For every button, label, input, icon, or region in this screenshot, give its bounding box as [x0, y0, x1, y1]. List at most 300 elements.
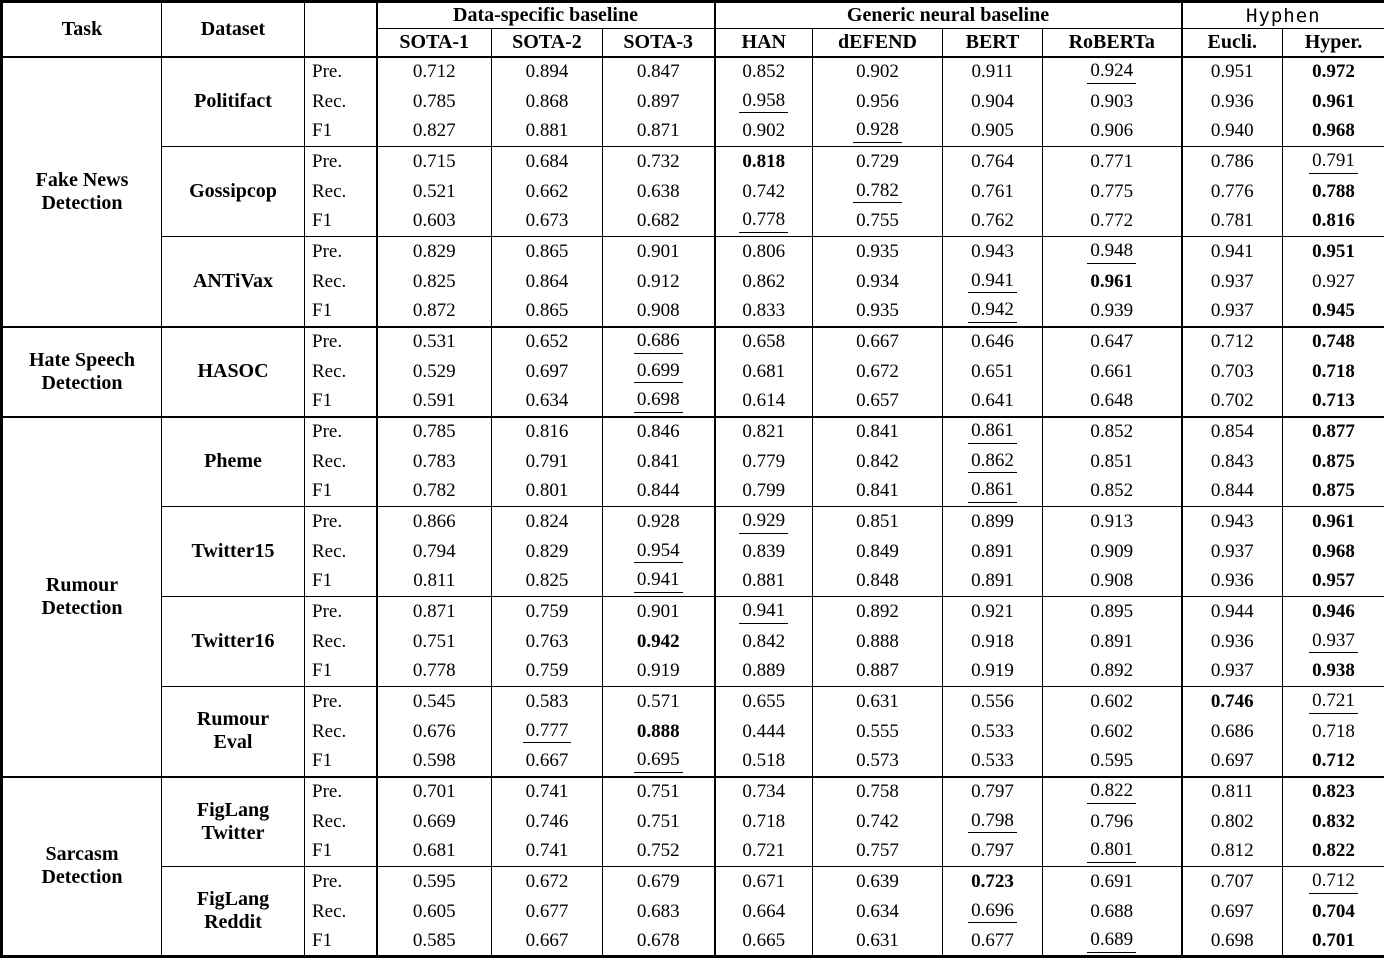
value-text: 0.842: [856, 451, 899, 472]
value-cell: [1283, 387, 1384, 417]
value-text: 0.796: [1090, 811, 1133, 832]
value-text: 0.852: [1090, 480, 1133, 501]
value-cell: [813, 327, 943, 357]
value-cell: [1182, 417, 1283, 447]
value-text: 0.918: [971, 631, 1014, 652]
value-cell: [603, 477, 715, 507]
value-text: 0.919: [637, 660, 680, 681]
metric-cell: Rec.: [305, 267, 377, 297]
value-text: 0.862: [742, 271, 785, 292]
value-cell: [813, 357, 943, 387]
value-text: 0.936: [1211, 631, 1254, 652]
value-cell: [715, 117, 813, 147]
value-text: 0.951: [1312, 241, 1355, 262]
value-text: 0.657: [856, 390, 899, 411]
value-text: 0.732: [637, 151, 680, 172]
value-cell: [1043, 687, 1182, 717]
value-text: 0.677: [526, 901, 569, 922]
value-cell: [943, 597, 1043, 627]
value-cell: [715, 267, 813, 297]
value-text: 0.757: [856, 840, 899, 861]
value-cell: [813, 147, 943, 177]
value-cell: [603, 87, 715, 117]
column-header-dataset: Dataset: [162, 2, 305, 57]
value-cell: [943, 867, 1043, 897]
value-text: 0.686: [634, 331, 683, 354]
metric-cell: Rec.: [305, 717, 377, 747]
table-row: [2, 687, 1384, 717]
value-text: 0.908: [1090, 570, 1133, 591]
value-text: 0.821: [742, 421, 785, 442]
value-cell: [813, 267, 943, 297]
value-cell: [943, 897, 1043, 927]
value-text: 0.797: [971, 840, 1014, 861]
value-text: 0.718: [1312, 361, 1355, 382]
value-text: 0.934: [856, 271, 899, 292]
value-text: 0.655: [742, 691, 785, 712]
value-cell: [715, 177, 813, 207]
value-cell: [492, 447, 603, 477]
value-text: 0.681: [742, 361, 785, 382]
value-cell: [943, 297, 1043, 327]
value-cell: [377, 477, 492, 507]
value-text: 0.849: [856, 541, 899, 562]
value-text: 0.829: [526, 541, 569, 562]
value-text: 0.689: [1087, 930, 1136, 953]
value-cell: [943, 147, 1043, 177]
value-text: 0.868: [526, 91, 569, 112]
metric-cell: Rec.: [305, 87, 377, 117]
value-text: 0.891: [1090, 631, 1133, 652]
value-cell: [377, 267, 492, 297]
value-text: 0.938: [1312, 660, 1355, 681]
value-cell: [603, 267, 715, 297]
table-row: [2, 237, 1384, 267]
value-text: 0.783: [413, 451, 456, 472]
value-cell: [492, 687, 603, 717]
value-cell: [603, 357, 715, 387]
value-cell: [377, 777, 492, 807]
value-text: 0.881: [526, 120, 569, 141]
value-text: 0.865: [526, 241, 569, 262]
value-text: 0.771: [1090, 151, 1133, 172]
value-text: 0.871: [413, 601, 456, 622]
value-text: 0.782: [413, 480, 456, 501]
dataset-cell: Rumour Eval: [162, 687, 305, 777]
value-cell: [603, 57, 715, 87]
value-cell: [813, 777, 943, 807]
value-text: 0.852: [1090, 421, 1133, 442]
value-text: 0.775: [1090, 181, 1133, 202]
value-text: 0.891: [971, 570, 1014, 591]
value-text: 0.602: [1090, 691, 1133, 712]
value-cell: [1283, 567, 1384, 597]
value-text: 0.785: [413, 91, 456, 112]
value-cell: [813, 837, 943, 867]
value-text: 0.791: [526, 451, 569, 472]
value-text: 0.696: [968, 901, 1017, 924]
value-text: 0.762: [971, 210, 1014, 231]
value-cell: [1182, 777, 1283, 807]
value-cell: [1182, 837, 1283, 867]
value-text: 0.595: [413, 871, 456, 892]
value-cell: [603, 627, 715, 657]
value-cell: [1182, 507, 1283, 537]
column-header-sota2: SOTA-2: [492, 29, 603, 57]
value-text: 0.940: [1211, 120, 1254, 141]
value-cell: [377, 657, 492, 687]
value-text: 0.602: [1090, 721, 1133, 742]
value-text: 0.905: [971, 120, 1014, 141]
value-text: 0.944: [1211, 601, 1254, 622]
value-cell: [813, 477, 943, 507]
value-text: 0.781: [1211, 210, 1254, 231]
dataset-cell: Twitter16: [162, 597, 305, 687]
value-text: 0.806: [742, 241, 785, 262]
value-text: 0.631: [856, 691, 899, 712]
value-cell: [715, 207, 813, 237]
value-cell: [1043, 597, 1182, 627]
value-text: 0.598: [413, 750, 456, 771]
value-text: 0.861: [968, 421, 1017, 444]
value-cell: [715, 237, 813, 267]
metric-cell: Rec.: [305, 807, 377, 837]
value-cell: [943, 57, 1043, 87]
value-text: 0.823: [1312, 781, 1355, 802]
value-text: 0.946: [1312, 601, 1355, 622]
value-text: 0.698: [1211, 930, 1254, 951]
value-cell: [813, 807, 943, 837]
metric-cell: F1: [305, 657, 377, 687]
value-text: 0.961: [1312, 91, 1355, 112]
value-text: 0.811: [1211, 781, 1253, 802]
value-text: 0.927: [1312, 271, 1355, 292]
value-cell: [1182, 357, 1283, 387]
value-text: 0.894: [526, 61, 569, 82]
value-text: 0.888: [856, 631, 899, 652]
value-text: 0.533: [971, 721, 1014, 742]
value-cell: [492, 87, 603, 117]
value-cell: [492, 177, 603, 207]
value-text: 0.844: [637, 480, 680, 501]
value-text: 0.791: [1309, 151, 1358, 174]
value-text: 0.583: [526, 691, 569, 712]
value-cell: [943, 537, 1043, 567]
value-cell: [1043, 327, 1182, 357]
value-cell: [1283, 687, 1384, 717]
value-cell: [943, 567, 1043, 597]
value-cell: [603, 237, 715, 267]
column-header-hyper: Hyper.: [1283, 29, 1384, 57]
group-header-data-specific-baseline: Data-specific baseline: [377, 2, 715, 29]
value-text: 0.648: [1090, 390, 1133, 411]
task-cell: Sarcasm Detection: [2, 777, 162, 957]
value-text: 0.889: [742, 660, 785, 681]
value-cell: [603, 147, 715, 177]
value-text: 0.901: [637, 601, 680, 622]
value-cell: [813, 897, 943, 927]
value-cell: [492, 807, 603, 837]
value-cell: [492, 507, 603, 537]
dataset-cell: FigLang Reddit: [162, 867, 305, 957]
value-cell: [943, 267, 1043, 297]
value-cell: [715, 297, 813, 327]
value-cell: [1043, 297, 1182, 327]
value-text: 0.634: [856, 901, 899, 922]
value-cell: [1283, 747, 1384, 777]
task-cell: Hate Speech Detection: [2, 327, 162, 417]
value-cell: [377, 417, 492, 447]
value-cell: [1283, 837, 1384, 867]
value-cell: [1043, 87, 1182, 117]
metric-cell: F1: [305, 297, 377, 327]
value-cell: [1182, 57, 1283, 87]
value-text: 0.943: [971, 241, 1014, 262]
value-text: 0.702: [1211, 390, 1254, 411]
value-cell: [813, 447, 943, 477]
value-cell: [1283, 117, 1384, 147]
value-text: 0.778: [413, 660, 456, 681]
value-text: 0.935: [856, 300, 899, 321]
value-text: 0.746: [1211, 691, 1254, 712]
value-cell: [715, 507, 813, 537]
value-text: 0.912: [637, 271, 680, 292]
value-cell: [1182, 897, 1283, 927]
value-cell: [492, 417, 603, 447]
value-cell: [1283, 537, 1384, 567]
value-text: 0.941: [1211, 241, 1254, 262]
value-cell: [603, 537, 715, 567]
value-text: 0.903: [1090, 91, 1133, 112]
value-cell: [492, 237, 603, 267]
value-cell: [1283, 597, 1384, 627]
value-text: 0.681: [413, 840, 456, 861]
value-cell: [603, 177, 715, 207]
value-cell: [1043, 207, 1182, 237]
table-row: [2, 777, 1384, 807]
value-cell: [715, 537, 813, 567]
value-text: 0.843: [1211, 451, 1254, 472]
value-text: 0.667: [526, 750, 569, 771]
metric-cell: Pre.: [305, 597, 377, 627]
value-text: 0.721: [742, 840, 785, 861]
value-cell: [943, 207, 1043, 237]
value-cell: [715, 477, 813, 507]
value-text: 0.763: [526, 631, 569, 652]
column-header-defend: dEFEND: [813, 29, 943, 57]
value-cell: [1283, 657, 1384, 687]
dataset-cell: FigLang Twitter: [162, 777, 305, 867]
value-text: 0.797: [971, 781, 1014, 802]
value-text: 0.825: [413, 271, 456, 292]
value-cell: [377, 927, 492, 957]
value-cell: [492, 657, 603, 687]
value-text: 0.672: [856, 361, 899, 382]
value-cell: [1182, 867, 1283, 897]
value-text: 0.851: [1090, 451, 1133, 472]
value-cell: [1182, 687, 1283, 717]
value-cell: [377, 357, 492, 387]
value-cell: [492, 627, 603, 657]
value-text: 0.723: [971, 871, 1014, 892]
value-cell: [1283, 897, 1384, 927]
value-cell: [1043, 117, 1182, 147]
value-cell: [603, 117, 715, 147]
value-cell: [492, 357, 603, 387]
value-cell: [492, 537, 603, 567]
value-cell: [492, 897, 603, 927]
value-cell: [1182, 747, 1283, 777]
value-cell: [377, 897, 492, 927]
metric-cell: Rec.: [305, 357, 377, 387]
value-cell: [715, 327, 813, 357]
value-text: 0.839: [742, 541, 785, 562]
value-text: 0.638: [637, 181, 680, 202]
value-cell: [1043, 837, 1182, 867]
value-cell: [813, 747, 943, 777]
value-cell: [492, 837, 603, 867]
metric-cell: Rec.: [305, 177, 377, 207]
value-text: 0.937: [1211, 660, 1254, 681]
value-text: 0.801: [526, 480, 569, 501]
value-cell: [603, 747, 715, 777]
value-text: 0.824: [526, 511, 569, 532]
value-text: 0.741: [526, 840, 569, 861]
value-text: 0.585: [413, 930, 456, 951]
value-cell: [603, 657, 715, 687]
value-text: 0.667: [526, 930, 569, 951]
value-text: 0.911: [971, 61, 1013, 82]
value-text: 0.901: [637, 241, 680, 262]
value-text: 0.667: [856, 331, 899, 352]
value-cell: [715, 897, 813, 927]
value-text: 0.661: [1090, 361, 1133, 382]
value-text: 0.682: [637, 210, 680, 231]
value-cell: [1283, 147, 1384, 177]
value-cell: [943, 927, 1043, 957]
value-cell: [1182, 447, 1283, 477]
value-cell: [603, 417, 715, 447]
value-text: 0.899: [971, 511, 1014, 532]
value-cell: [492, 777, 603, 807]
value-cell: [492, 117, 603, 147]
value-cell: [715, 567, 813, 597]
value-cell: [943, 417, 1043, 447]
value-cell: [715, 87, 813, 117]
value-text: 0.788: [1312, 181, 1355, 202]
value-text: 0.697: [1211, 901, 1254, 922]
value-cell: [1283, 297, 1384, 327]
value-text: 0.734: [742, 781, 785, 802]
value-cell: [603, 837, 715, 867]
value-cell: [1283, 447, 1384, 477]
metric-cell: Pre.: [305, 57, 377, 87]
value-text: 0.957: [1312, 570, 1355, 591]
value-text: 0.759: [526, 660, 569, 681]
value-cell: [813, 567, 943, 597]
value-cell: [1043, 177, 1182, 207]
value-cell: [1182, 267, 1283, 297]
value-cell: [492, 327, 603, 357]
value-cell: [715, 417, 813, 447]
value-cell: [492, 597, 603, 627]
value-text: 0.943: [1211, 511, 1254, 532]
value-text: 0.833: [742, 300, 785, 321]
value-text: 0.919: [971, 660, 1014, 681]
value-text: 0.772: [1090, 210, 1133, 231]
value-cell: [1182, 927, 1283, 957]
value-text: 0.877: [1312, 421, 1355, 442]
value-cell: [1043, 927, 1182, 957]
value-cell: [943, 237, 1043, 267]
value-cell: [813, 687, 943, 717]
value-cell: [492, 297, 603, 327]
metric-cell: Pre.: [305, 237, 377, 267]
value-cell: [492, 147, 603, 177]
metric-cell: Pre.: [305, 417, 377, 447]
value-text: 0.718: [742, 811, 785, 832]
value-text: 0.662: [526, 181, 569, 202]
value-text: 0.832: [1312, 811, 1355, 832]
value-text: 0.669: [413, 811, 456, 832]
value-text: 0.948: [1087, 241, 1136, 264]
metric-cell: Rec.: [305, 537, 377, 567]
value-text: 0.785: [413, 421, 456, 442]
value-cell: [1182, 657, 1283, 687]
value-text: 0.825: [526, 570, 569, 591]
value-cell: [1182, 87, 1283, 117]
value-cell: [1182, 627, 1283, 657]
value-cell: [1043, 387, 1182, 417]
value-text: 0.677: [971, 930, 1014, 951]
value-cell: [715, 777, 813, 807]
value-cell: [813, 387, 943, 417]
value-text: 0.968: [1312, 120, 1355, 141]
value-text: 0.531: [413, 331, 456, 352]
metric-cell: Pre.: [305, 327, 377, 357]
value-cell: [1182, 177, 1283, 207]
value-cell: [1182, 717, 1283, 747]
value-text: 0.847: [637, 61, 680, 82]
value-cell: [1283, 417, 1384, 447]
value-text: 0.935: [856, 241, 899, 262]
value-text: 0.841: [856, 421, 899, 442]
value-text: 0.748: [1312, 331, 1355, 352]
value-text: 0.866: [413, 511, 456, 532]
value-text: 0.704: [1312, 901, 1355, 922]
value-text: 0.533: [971, 750, 1014, 771]
value-text: 0.816: [526, 421, 569, 442]
value-cell: [943, 687, 1043, 717]
value-cell: [603, 387, 715, 417]
value-cell: [813, 237, 943, 267]
value-text: 0.634: [526, 390, 569, 411]
value-cell: [377, 447, 492, 477]
value-text: 0.881: [742, 570, 785, 591]
value-cell: [377, 117, 492, 147]
value-cell: [715, 837, 813, 867]
value-text: 0.701: [413, 781, 456, 802]
table-body: [2, 57, 1384, 957]
column-header-han: HAN: [715, 29, 813, 57]
value-cell: [943, 387, 1043, 417]
value-cell: [492, 867, 603, 897]
value-cell: [715, 597, 813, 627]
value-text: 0.521: [413, 181, 456, 202]
value-cell: [1182, 207, 1283, 237]
value-text: 0.871: [637, 120, 680, 141]
value-text: 0.605: [413, 901, 456, 922]
